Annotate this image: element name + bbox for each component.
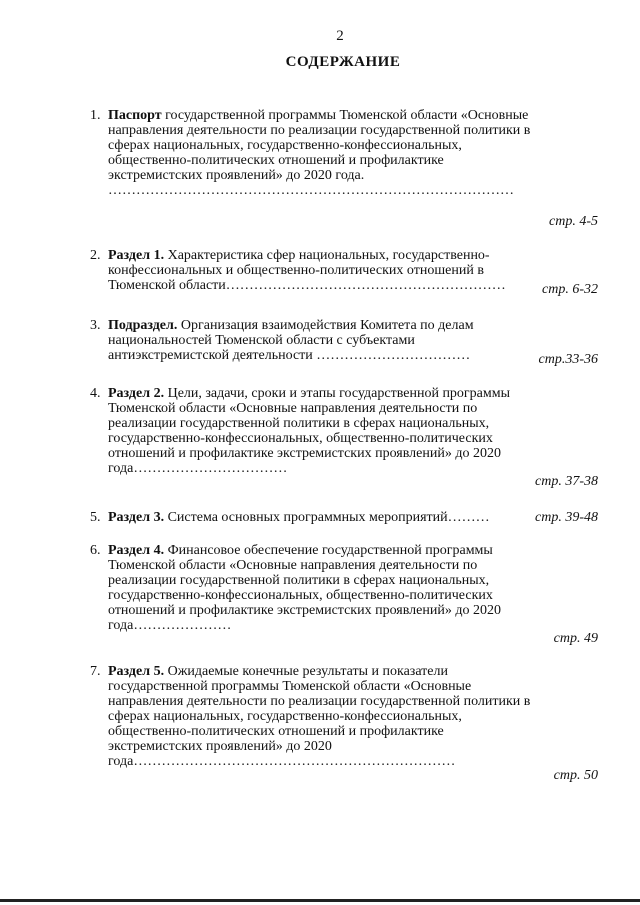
entry-number: 5.: [90, 510, 101, 525]
entry-number: 4.: [90, 386, 101, 401]
page-number: 2: [336, 28, 344, 44]
entry-number: 3.: [90, 318, 101, 333]
entry-page-range: стр. 50: [553, 768, 598, 783]
entry-number: 2.: [90, 248, 101, 263]
entry-page-range: стр. 4-5: [549, 214, 598, 229]
entry-label: Раздел 2.: [108, 386, 165, 401]
entry-number: 7.: [90, 664, 101, 679]
entry-number: 6.: [90, 543, 101, 558]
entry-label: Подраздел.: [108, 318, 178, 333]
entry-text: [108, 386, 538, 476]
entry-label: Раздел 1.: [108, 248, 165, 263]
entry-label: Раздел 4.: [108, 543, 165, 558]
toc-entry-4: [90, 386, 610, 490]
entry-text: [108, 318, 538, 363]
entry-leader-dots: ……………………………………………………: [225, 278, 506, 293]
toc-entry-2: [90, 248, 610, 298]
entry-description: Ожидаемые конечные результаты и показатели государственной программы Тюменской области «Основные направления деятельности по реализации государственной политики в сферах национальных, государственно-конфессиональных, общественно-политических отношений и профилактике экстремистских проявлений» до 2020 года: [108, 664, 531, 769]
entry-text: [108, 248, 538, 293]
bottom-scan-edge: [0, 899, 640, 902]
entry-leader-dots: ……………………………: [312, 348, 471, 363]
entry-leader-dots: ………: [447, 510, 490, 525]
entry-label: Раздел 5.: [108, 664, 165, 679]
entry-description: Финансовое обеспечение государственной программы Тюменской области «Основные направления деятельности по реализации государственной политики в сферах национальных, государственно-конфессиональных, общественно-политических отношений и профилактике экстремистских проявлений» до 2020 года: [108, 543, 501, 633]
entry-page-range: стр. 6-32: [542, 282, 598, 297]
entry-page-range: стр. 49: [553, 631, 598, 646]
entry-leader-dots: ……………………………: [133, 461, 288, 476]
page-title: СОДЕРЖАНИЕ: [285, 54, 401, 70]
entry-number: 1.: [90, 108, 101, 123]
entry-label: Паспорт: [108, 108, 162, 123]
toc-entry-3: [90, 318, 610, 368]
entry-text: [108, 510, 538, 525]
entry-label: Раздел 3.: [108, 510, 165, 525]
toc-entry-6: [90, 543, 610, 647]
entry-leader-dots: ……………………………………………………………………………: [108, 183, 514, 198]
entry-description: Цели, задачи, сроки и этапы государственной программы Тюменской области «Основные направления деятельности по реализации государственной политики в сферах национальных, государственно-конфессиональных, общественно-политических отношений и профилактике экстремистских проявлений» до 2020 года: [108, 386, 511, 476]
entry-text: [108, 543, 538, 633]
entry-page-range: стр. 37-38: [535, 474, 598, 489]
entry-page-range: стр.33-36: [538, 352, 598, 367]
toc-entry-5: [90, 510, 610, 530]
entry-page-range: стр. 39-48: [535, 510, 598, 525]
entry-leader-dots: ……………………………………………………………: [133, 754, 456, 769]
toc-entry-1: [90, 108, 610, 230]
entry-description: государственной программы Тюменской области «Основные направления деятельности по реализации государственной политики в сферах национальных, государственно-конфессиональных, общественно-политических отношений и профилактике экстремистских проявлений» до 2020 года.: [108, 108, 531, 183]
entry-description: Характеристика сфер национальных, государственно-конфессиональных и общественно-политических отношений в Тюменской области: [108, 248, 490, 293]
entry-description: Система основных программных мероприятий: [164, 510, 448, 525]
toc-entry-7: [90, 664, 610, 788]
entry-text: [108, 108, 538, 198]
entry-description: Организация взаимодействия Комитета по делам национальностей Тюменской области с субъектами антиэкстремистской деятельности: [108, 318, 474, 363]
entry-text: [108, 664, 538, 769]
entry-leader-dots: …………………: [133, 618, 232, 633]
